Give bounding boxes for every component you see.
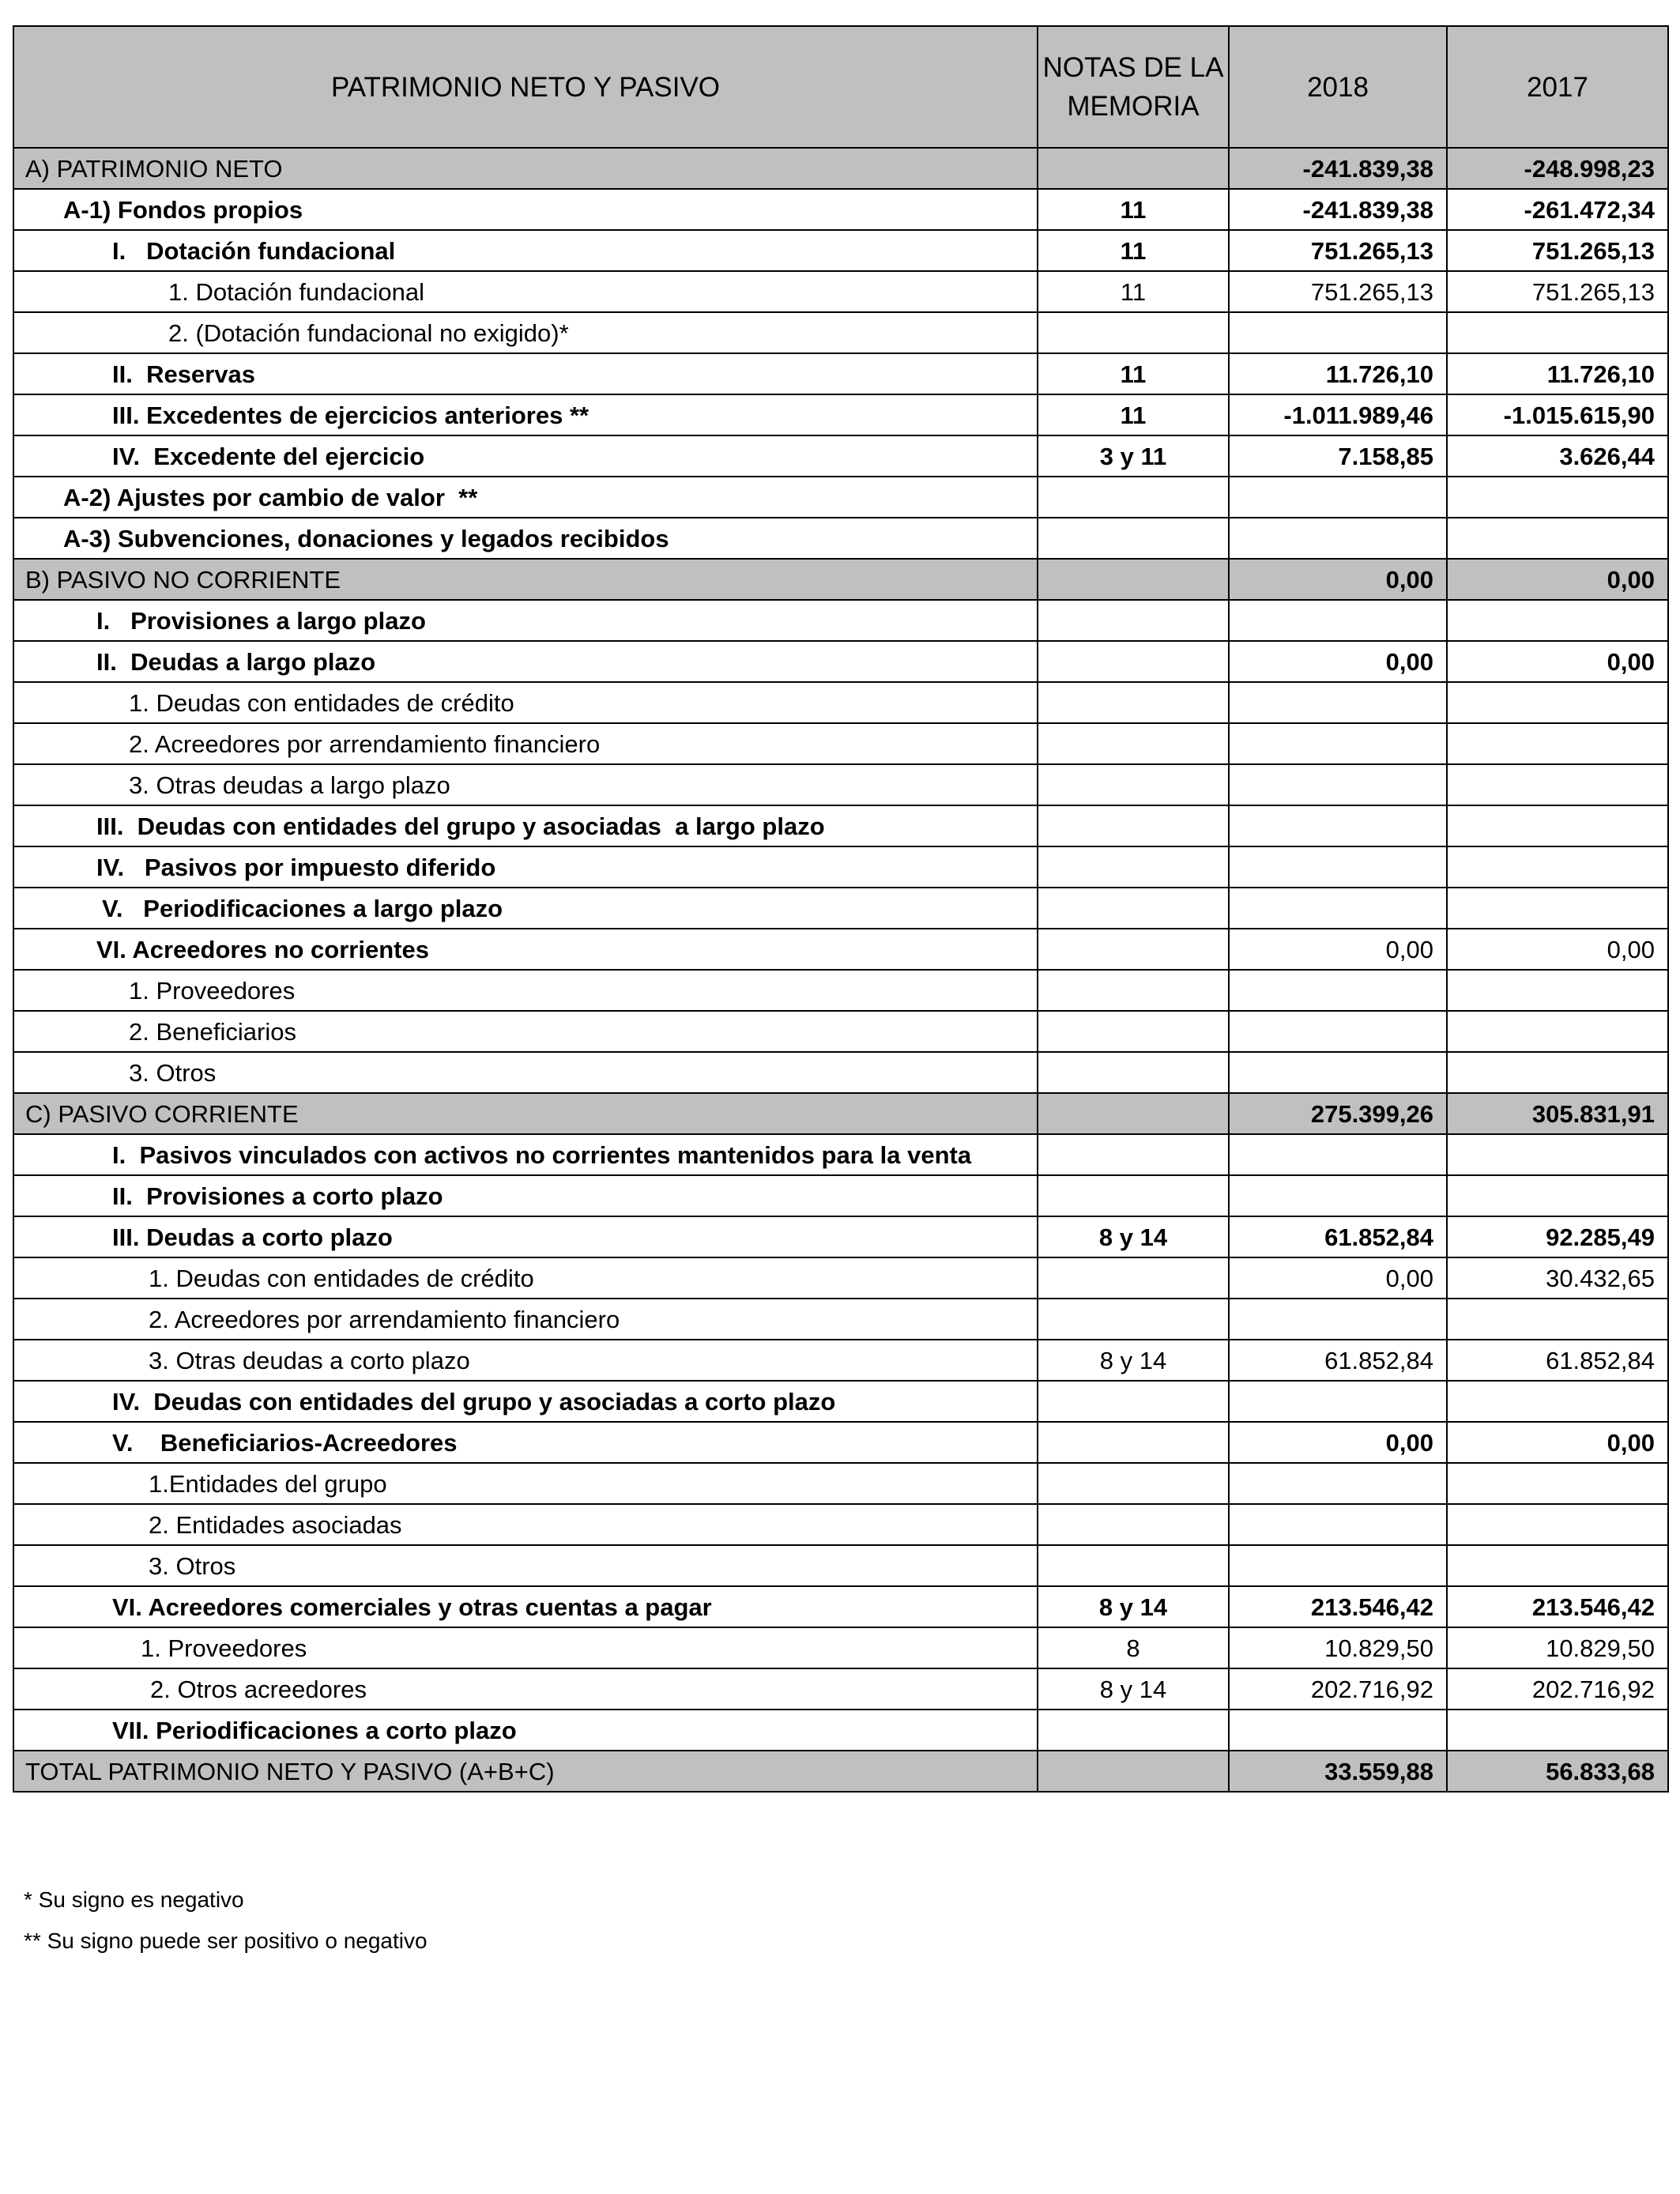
row-value-2017	[1447, 1299, 1668, 1340]
table-row	[13, 888, 1668, 929]
row-label: 2. Acreedores por arrendamiento financiero	[13, 723, 1038, 764]
footnotes	[24, 1887, 428, 1970]
row-label: IV. Excedente del ejercicio	[13, 435, 1038, 477]
table-row	[13, 1463, 1668, 1504]
row-value-2017: 751.265,13	[1447, 230, 1668, 271]
table-row	[13, 1668, 1668, 1710]
row-label: 1. Proveedores	[13, 1627, 1038, 1668]
table-row	[13, 846, 1668, 888]
row-notes	[1038, 559, 1229, 600]
row-notes	[1038, 1011, 1229, 1052]
row-label: II. Reservas	[13, 353, 1038, 394]
table-row	[13, 189, 1668, 230]
row-notes: 8	[1038, 1627, 1229, 1668]
table-row	[13, 1134, 1668, 1175]
row-label: A-2) Ajustes por cambio de valor **	[13, 477, 1038, 518]
row-notes	[1038, 1422, 1229, 1463]
row-value-2017	[1447, 1710, 1668, 1751]
row-value-2017: 0,00	[1447, 929, 1668, 970]
row-value-2017: 0,00	[1447, 559, 1668, 600]
row-value-2018	[1229, 518, 1447, 559]
row-value-2018	[1229, 1545, 1447, 1586]
row-label: C) PASIVO CORRIENTE	[13, 1093, 1038, 1134]
row-value-2018	[1229, 764, 1447, 805]
row-value-2018: 10.829,50	[1229, 1627, 1447, 1668]
row-notes: 11	[1038, 189, 1229, 230]
row-value-2017: 0,00	[1447, 1422, 1668, 1463]
table-row	[13, 1216, 1668, 1257]
row-label: A) PATRIMONIO NETO	[13, 148, 1038, 189]
row-value-2017	[1447, 1463, 1668, 1504]
row-value-2017: 11.726,10	[1447, 353, 1668, 394]
row-value-2018	[1229, 682, 1447, 723]
row-notes	[1038, 1134, 1229, 1175]
row-value-2018: 0,00	[1229, 929, 1447, 970]
row-value-2018: -1.011.989,46	[1229, 394, 1447, 435]
row-value-2017: 61.852,84	[1447, 1340, 1668, 1381]
row-notes	[1038, 1381, 1229, 1422]
table-row	[13, 353, 1668, 394]
row-value-2017: 213.546,42	[1447, 1586, 1668, 1627]
row-label: 2. Beneficiarios	[13, 1011, 1038, 1052]
row-value-2018: 33.559,88	[1229, 1751, 1447, 1792]
header-row	[13, 26, 1668, 148]
row-label: III. Excedentes de ejercicios anteriores **	[13, 394, 1038, 435]
row-value-2017: 751.265,13	[1447, 271, 1668, 312]
row-value-2017: 10.829,50	[1447, 1627, 1668, 1668]
table-row	[13, 1011, 1668, 1052]
row-value-2018: 61.852,84	[1229, 1216, 1447, 1257]
table-body	[13, 148, 1668, 1792]
row-label: III. Deudas a corto plazo	[13, 1216, 1038, 1257]
row-value-2017: -261.472,34	[1447, 189, 1668, 230]
table-row	[13, 394, 1668, 435]
row-label: VI. Acreedores no corrientes	[13, 929, 1038, 970]
row-notes	[1038, 148, 1229, 189]
row-value-2017: 92.285,49	[1447, 1216, 1668, 1257]
table-row	[13, 1299, 1668, 1340]
table-row	[13, 641, 1668, 682]
table-row	[13, 764, 1668, 805]
row-notes	[1038, 970, 1229, 1011]
row-notes: 8 y 14	[1038, 1668, 1229, 1710]
row-notes	[1038, 1751, 1229, 1792]
row-notes	[1038, 477, 1229, 518]
table-row	[13, 1586, 1668, 1627]
table-row	[13, 230, 1668, 271]
header-year-2017: 2017	[1447, 26, 1668, 148]
header-notes: NOTAS DE LA MEMORIA	[1038, 26, 1229, 148]
table-row	[13, 723, 1668, 764]
header-year-2018: 2018	[1229, 26, 1447, 148]
row-value-2018: 11.726,10	[1229, 353, 1447, 394]
row-value-2018	[1229, 1011, 1447, 1052]
row-notes	[1038, 641, 1229, 682]
row-value-2017	[1447, 970, 1668, 1011]
row-value-2018: 213.546,42	[1229, 1586, 1447, 1627]
row-label: B) PASIVO NO CORRIENTE	[13, 559, 1038, 600]
row-label: 3. Otras deudas a corto plazo	[13, 1340, 1038, 1381]
row-value-2018: 751.265,13	[1229, 271, 1447, 312]
row-notes	[1038, 1463, 1229, 1504]
row-label: VI. Acreedores comerciales y otras cuentas a pagar	[13, 1586, 1038, 1627]
row-notes	[1038, 600, 1229, 641]
row-value-2018	[1229, 1175, 1447, 1216]
table-row	[13, 435, 1668, 477]
row-notes: 11	[1038, 271, 1229, 312]
table-row	[13, 1340, 1668, 1381]
row-label: 1. Dotación fundacional	[13, 271, 1038, 312]
row-notes	[1038, 888, 1229, 929]
row-value-2018: 202.716,92	[1229, 1668, 1447, 1710]
row-value-2017	[1447, 1381, 1668, 1422]
row-value-2017	[1447, 1545, 1668, 1586]
row-notes	[1038, 723, 1229, 764]
row-value-2018	[1229, 805, 1447, 846]
row-value-2017	[1447, 1134, 1668, 1175]
row-value-2017	[1447, 1052, 1668, 1093]
row-value-2018	[1229, 1381, 1447, 1422]
row-value-2017	[1447, 682, 1668, 723]
row-value-2017	[1447, 764, 1668, 805]
row-label: A-3) Subvenciones, donaciones y legados recibidos	[13, 518, 1038, 559]
row-label: TOTAL PATRIMONIO NETO Y PASIVO (A+B+C)	[13, 1751, 1038, 1792]
row-notes	[1038, 1175, 1229, 1216]
row-notes: 8 y 14	[1038, 1216, 1229, 1257]
row-value-2017: 0,00	[1447, 641, 1668, 682]
row-notes	[1038, 1545, 1229, 1586]
row-value-2017	[1447, 477, 1668, 518]
row-value-2018: 0,00	[1229, 641, 1447, 682]
row-notes	[1038, 312, 1229, 353]
row-notes	[1038, 764, 1229, 805]
row-value-2018	[1229, 1504, 1447, 1545]
row-label: I. Pasivos vinculados con activos no corrientes mantenidos para la venta	[13, 1134, 1038, 1175]
row-label: IV. Pasivos por impuesto diferido	[13, 846, 1038, 888]
footnote-2: ** Su signo puede ser positivo o negativo	[24, 1928, 428, 1953]
section-row	[13, 148, 1668, 189]
row-notes	[1038, 1710, 1229, 1751]
row-label: II. Provisiones a corto plazo	[13, 1175, 1038, 1216]
balance-sheet-table	[13, 25, 1669, 1793]
row-label: 2. (Dotación fundacional no exigido)*	[13, 312, 1038, 353]
row-value-2017: 30.432,65	[1447, 1257, 1668, 1299]
row-value-2018: 7.158,85	[1229, 435, 1447, 477]
table-row	[13, 970, 1668, 1011]
footnote-1: * Su signo es negativo	[24, 1887, 244, 1912]
row-notes	[1038, 518, 1229, 559]
row-notes: 8 y 14	[1038, 1340, 1229, 1381]
row-value-2018: 0,00	[1229, 1422, 1447, 1463]
table-row	[13, 805, 1668, 846]
row-notes: 8 y 14	[1038, 1586, 1229, 1627]
table-row	[13, 1381, 1668, 1422]
row-notes	[1038, 1093, 1229, 1134]
row-value-2018	[1229, 1463, 1447, 1504]
row-value-2018: 61.852,84	[1229, 1340, 1447, 1381]
row-value-2017: 3.626,44	[1447, 435, 1668, 477]
table-row	[13, 1504, 1668, 1545]
row-value-2018: 0,00	[1229, 1257, 1447, 1299]
row-notes	[1038, 805, 1229, 846]
header-title: PATRIMONIO NETO Y PASIVO	[13, 26, 1038, 148]
row-notes	[1038, 1299, 1229, 1340]
row-value-2017	[1447, 723, 1668, 764]
row-value-2018: -241.839,38	[1229, 148, 1447, 189]
row-value-2017	[1447, 1011, 1668, 1052]
row-label: 1. Deudas con entidades de crédito	[13, 682, 1038, 723]
row-notes: 11	[1038, 353, 1229, 394]
row-value-2018	[1229, 600, 1447, 641]
table-row	[13, 1052, 1668, 1093]
row-value-2018	[1229, 312, 1447, 353]
row-label: 3. Otras deudas a largo plazo	[13, 764, 1038, 805]
row-value-2017: 202.716,92	[1447, 1668, 1668, 1710]
row-label: I. Provisiones a largo plazo	[13, 600, 1038, 641]
row-value-2017	[1447, 518, 1668, 559]
row-value-2017	[1447, 846, 1668, 888]
row-label: II. Deudas a largo plazo	[13, 641, 1038, 682]
section-row	[13, 1093, 1668, 1134]
row-value-2018	[1229, 1299, 1447, 1340]
row-notes	[1038, 929, 1229, 970]
row-label: 2. Acreedores por arrendamiento financiero	[13, 1299, 1038, 1340]
table-row	[13, 1422, 1668, 1463]
row-value-2017: -248.998,23	[1447, 148, 1668, 189]
row-notes	[1038, 1504, 1229, 1545]
row-notes	[1038, 846, 1229, 888]
row-label: 2. Entidades asociadas	[13, 1504, 1038, 1545]
row-notes: 11	[1038, 230, 1229, 271]
table-row	[13, 1257, 1668, 1299]
row-label: III. Deudas con entidades del grupo y asociadas a largo plazo	[13, 805, 1038, 846]
row-value-2017: -1.015.615,90	[1447, 394, 1668, 435]
row-value-2018: 751.265,13	[1229, 230, 1447, 271]
row-label: IV. Deudas con entidades del grupo y asociadas a corto plazo	[13, 1381, 1038, 1422]
row-value-2018	[1229, 888, 1447, 929]
section-row	[13, 1751, 1668, 1792]
row-value-2018	[1229, 723, 1447, 764]
row-value-2018	[1229, 846, 1447, 888]
row-label: 2. Otros acreedores	[13, 1668, 1038, 1710]
row-label: 1. Proveedores	[13, 970, 1038, 1011]
table-row	[13, 1710, 1668, 1751]
table-row	[13, 518, 1668, 559]
row-value-2017	[1447, 312, 1668, 353]
table-row	[13, 600, 1668, 641]
row-label: 1.Entidades del grupo	[13, 1463, 1038, 1504]
table-row	[13, 1545, 1668, 1586]
row-label: V. Periodificaciones a largo plazo	[13, 888, 1038, 929]
row-value-2017	[1447, 1504, 1668, 1545]
table-row	[13, 1627, 1668, 1668]
row-label: A-1) Fondos propios	[13, 189, 1038, 230]
row-value-2018: 0,00	[1229, 559, 1447, 600]
row-value-2017	[1447, 1175, 1668, 1216]
row-label: 3. Otros	[13, 1545, 1038, 1586]
row-value-2018: -241.839,38	[1229, 189, 1447, 230]
row-value-2017: 56.833,68	[1447, 1751, 1668, 1792]
row-label: 3. Otros	[13, 1052, 1038, 1093]
row-value-2017: 305.831,91	[1447, 1093, 1668, 1134]
table-row	[13, 682, 1668, 723]
table-header	[13, 26, 1668, 148]
row-value-2018: 275.399,26	[1229, 1093, 1447, 1134]
section-row	[13, 559, 1668, 600]
row-value-2018	[1229, 1710, 1447, 1751]
row-value-2018	[1229, 1134, 1447, 1175]
row-notes	[1038, 1257, 1229, 1299]
row-notes	[1038, 1052, 1229, 1093]
table-row	[13, 271, 1668, 312]
row-label: V. Beneficiarios-Acreedores	[13, 1422, 1038, 1463]
row-value-2018	[1229, 477, 1447, 518]
table-row	[13, 312, 1668, 353]
row-notes	[1038, 682, 1229, 723]
row-value-2017	[1447, 805, 1668, 846]
row-notes: 11	[1038, 394, 1229, 435]
row-value-2017	[1447, 600, 1668, 641]
row-label: VII. Periodificaciones a corto plazo	[13, 1710, 1038, 1751]
row-value-2018	[1229, 1052, 1447, 1093]
row-value-2018	[1229, 970, 1447, 1011]
row-label: 1. Deudas con entidades de crédito	[13, 1257, 1038, 1299]
table-row	[13, 1175, 1668, 1216]
row-label: I. Dotación fundacional	[13, 230, 1038, 271]
row-value-2017	[1447, 888, 1668, 929]
table-row	[13, 929, 1668, 970]
row-notes: 3 y 11	[1038, 435, 1229, 477]
table-row	[13, 477, 1668, 518]
